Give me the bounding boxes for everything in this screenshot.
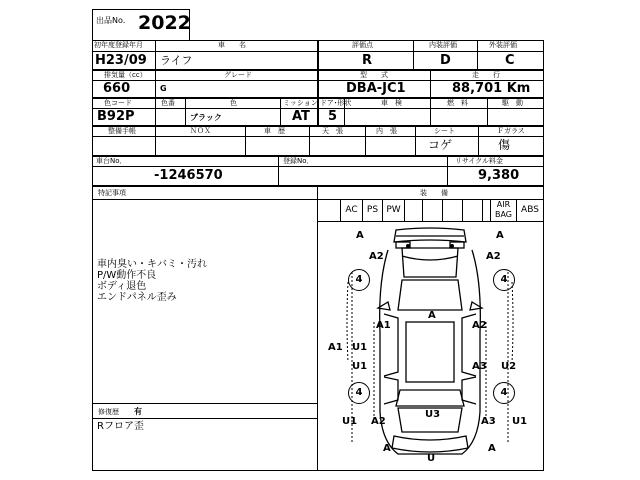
damage-mark: A1: [328, 342, 343, 353]
damage-mark: A2: [369, 251, 384, 262]
seat-value: コゲ: [428, 138, 453, 152]
chassis-number-value: -1246570: [154, 168, 223, 183]
damage-mark: U1: [352, 342, 368, 353]
auction-number: 2022: [138, 12, 191, 34]
car-history-label: 車 歴: [264, 127, 285, 135]
model-code-label: 型 式: [360, 71, 388, 79]
car-name-value: ライフ: [160, 54, 193, 67]
remark-line: エンドパネル歪み: [97, 292, 177, 303]
mileage-value: 88,701 Km: [452, 81, 531, 96]
damage-mark: A3: [481, 416, 496, 427]
exterior-grade-label: 外装評価: [489, 41, 517, 49]
service-book-label: 整備手帳: [108, 127, 136, 135]
front-glass-label: Ｆガラス: [497, 127, 525, 135]
interior-grade-value: D: [440, 53, 451, 68]
damage-mark: A1: [376, 320, 391, 331]
damage-mark: U3: [425, 409, 441, 420]
equipment-pw: PW: [382, 200, 404, 222]
damage-mark: A: [356, 230, 364, 241]
score-label: 評価点: [352, 41, 373, 49]
tire-front-right: 4: [493, 269, 515, 291]
drive-label: 駆 動: [502, 99, 523, 107]
color-code-label: 色コード: [104, 99, 132, 107]
tire-rear-right: 4: [493, 382, 515, 404]
damage-mark: A2: [486, 251, 501, 262]
model-code-value: DBA-JC1: [346, 81, 406, 96]
damage-mark: U1: [342, 416, 358, 427]
equipment-ps: PS: [362, 200, 382, 222]
inspection-label: 車 検: [381, 99, 402, 107]
damage-mark: A3: [472, 361, 487, 372]
damage-mark: A2: [371, 416, 386, 427]
damage-mark: A: [496, 230, 504, 241]
color-number-label: 色番: [161, 99, 175, 107]
headliner-label: 天 張: [322, 127, 343, 135]
interior-grade-label: 内装評価: [429, 41, 457, 49]
equipment-airbag: AIR BAG: [490, 200, 516, 222]
repair-detail: Rフロア歪: [97, 421, 144, 432]
front-glass-value: 傷: [498, 138, 511, 152]
remark-line: P/W動作不良: [97, 270, 157, 281]
equipment-ac: AC: [340, 200, 362, 222]
interior-panel-label: 内 張: [376, 127, 397, 135]
damage-mark: A: [383, 443, 391, 454]
repair-history-label: 修復歴: [98, 408, 119, 416]
chassis-number-label: 車台No．: [96, 157, 127, 165]
doors-label: ドア･形状: [320, 99, 352, 107]
equipment-blank-cell: [422, 200, 442, 222]
remarks-header: 特記事項: [98, 189, 126, 197]
repair-history-value: 有: [134, 407, 142, 416]
equipment-blank-cell: [482, 200, 490, 222]
color-code-value: B92P: [97, 109, 135, 124]
displacement-label: 排気量（cc）: [104, 71, 147, 79]
damage-mark: U1: [512, 416, 528, 427]
equipment-blank-cell: [442, 200, 462, 222]
damage-mark: U2: [501, 361, 517, 372]
seat-label: シート: [434, 127, 455, 135]
fuel-label: 燃 料: [447, 99, 468, 107]
damage-mark: A: [488, 443, 496, 454]
damage-mark: A: [428, 310, 436, 321]
exterior-grade-value: C: [505, 53, 515, 68]
equipment-blank-cell: [462, 200, 482, 222]
transmission-value: AT: [292, 109, 310, 124]
displacement-value: 660: [103, 81, 131, 96]
equipment-blank-cell: [404, 200, 422, 222]
first-registration-value: H23/09: [95, 53, 147, 68]
mileage-label: 走 行: [472, 71, 500, 79]
auction-number-label: 出品No．: [96, 16, 131, 25]
nox-label: ＮＯＸ: [190, 127, 211, 135]
equipment-header: 装 備: [420, 189, 448, 197]
tire-front-left: 4: [348, 269, 370, 291]
recycle-fee-label: リサイクル料金: [455, 157, 504, 165]
registration-number-label: 登録No．: [283, 157, 314, 165]
damage-mark: U: [427, 453, 436, 464]
recycle-fee-value: 9,380: [478, 168, 520, 183]
damage-mark: A2: [472, 320, 487, 331]
remark-line: 車内臭い・キバミ・汚れ: [97, 259, 207, 270]
grade-label: グレード: [224, 71, 252, 79]
first-registration-label: 初年度登録年月: [94, 41, 143, 49]
damage-mark: U1: [352, 361, 368, 372]
transmission-label: ミッション: [283, 99, 318, 107]
tire-rear-left: 4: [348, 382, 370, 404]
remark-line: ボディ退色: [97, 281, 147, 292]
color-value: ブラック: [190, 113, 222, 122]
grade-value: G: [160, 84, 167, 93]
car-name-label: 車 名: [218, 41, 246, 49]
score-value: R: [362, 53, 373, 68]
color-label: 色: [230, 99, 237, 107]
equipment-abs: ABS: [516, 200, 543, 222]
equipment-blank-cell: [322, 200, 340, 222]
doors-value: 5: [328, 109, 338, 124]
